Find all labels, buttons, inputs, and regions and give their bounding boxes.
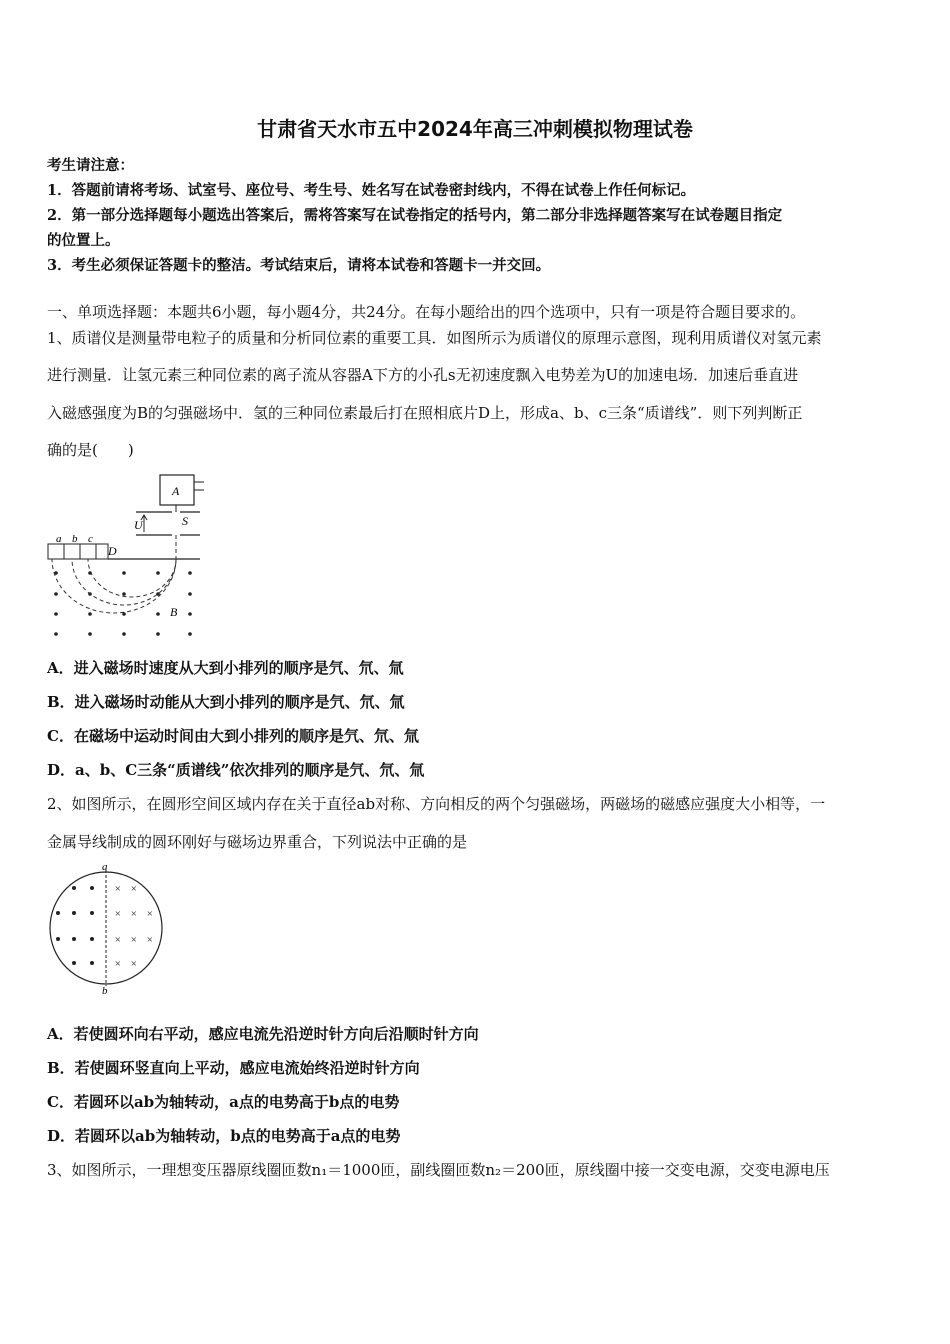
voltage-label: U <box>134 518 143 532</box>
q2-stem-line: 金属导线制成的圆环刚好与磁场边界重合，下列说法中正确的是 <box>47 833 468 851</box>
q1-stem-line: 确的是( ) <box>47 441 134 459</box>
svg-text:×: × <box>130 934 138 946</box>
svg-text:×: × <box>130 958 138 970</box>
line-label-b: b <box>72 533 78 545</box>
plate-label-d: D <box>108 544 117 558</box>
point-a-label: a <box>102 861 108 873</box>
ion-path-b <box>72 559 176 605</box>
q1-option-d: D．a、b、C三条“质谱线”依次排列的顺序是氕、氘、氚 <box>47 761 425 779</box>
q1-option-a: A．进入磁场时速度从大到小排列的顺序是氕、氘、氚 <box>47 659 404 677</box>
notice-heading: 考生请注意： <box>47 157 134 174</box>
circular-field-figure <box>44 860 172 996</box>
slit-label: S <box>182 514 188 528</box>
ion-path-c <box>88 559 176 597</box>
q3-stem-line: 3、如图所示，一理想变压器原线圈匝数n₁＝1000匝，副线圈匝数n₂＝200匝，原线圈中接一交变电源，交变电源电压 <box>47 1161 830 1179</box>
notice-item: 3．考生必须保证答题卡的整洁。考试结束后，请将本试卷和答题卡一并交回。 <box>47 257 551 274</box>
svg-text:×: × <box>114 883 122 895</box>
notice-item: 1．答题前请将考场、试室号、座位号、考生号、姓名写在试卷密封线内，不得在试卷上作任何标记。 <box>47 182 696 199</box>
svg-text:×: × <box>130 883 138 895</box>
q2-option-a: A．若使圆环向右平动，感应电流先沿逆时针方向后沿顺时针方向 <box>47 1025 479 1043</box>
svg-text:×: × <box>130 908 138 920</box>
field-in-crosses <box>114 883 153 970</box>
svg-text:×: × <box>114 958 122 970</box>
q1-stem-line: 入磁感强度为B的匀强磁场中．氢的三种同位素最后打在照相底片D上，形成a、b、c三条“质谱线”．则下列判断正 <box>47 404 803 422</box>
photographic-plate <box>48 544 108 559</box>
svg-text:×: × <box>146 934 154 946</box>
magnetic-field-dots <box>54 571 192 636</box>
q1-stem-line: 进行测量．让氢元素三种同位素的离子流从容器A下方的小孔s无初速度飘入电势差为U的加速电场．加速后垂直进 <box>47 366 799 384</box>
container-a-label: A <box>172 484 180 498</box>
q2-option-d: D．若圆环以ab为轴转动，b点的电势高于a点的电势 <box>47 1127 401 1145</box>
svg-text:×: × <box>114 908 122 920</box>
point-b-label: b <box>102 985 108 996</box>
q2-stem-line: 2、如图所示，在圆形空间区域内存在关于直径ab对称、方向相反的两个匀强磁场，两磁场的磁感应强度大小相等，一 <box>47 795 826 813</box>
q1-stem-line: 1、质谱仪是测量带电粒子的质量和分析同位素的重要工具．如图所示为质谱仪的原理示意图，现利用质谱仪对氢元素 <box>47 329 822 347</box>
inlet-pipe <box>194 482 204 490</box>
field-out-dots <box>56 886 94 965</box>
line-label-a: a <box>56 533 62 545</box>
notice-item: 的位置上。 <box>47 232 120 249</box>
page-title: 甘肃省天水市五中2024年高三冲刺模拟物理试卷 <box>257 117 693 141</box>
line-label-c: c <box>88 533 93 545</box>
svg-text:×: × <box>146 908 154 920</box>
field-label-b: B <box>170 605 178 619</box>
q2-option-b: B．若使圆环竖直向上平动，感应电流始终沿逆时针方向 <box>47 1059 420 1077</box>
notice-item: 2．第一部分选择题每小题选出答案后，需将答案写在试卷指定的括号内，第二部分非选择题答案写在试卷题目指定 <box>47 207 783 224</box>
q1-option-b: B．进入磁场时动能从大到小排列的顺序是氕、氘、氚 <box>47 693 405 711</box>
q1-option-c: C．在磁场中运动时间由大到小排列的顺序是氕、氘、氚 <box>47 727 419 745</box>
q2-option-c: C．若圆环以ab为轴转动，a点的电势高于b点的电势 <box>47 1093 400 1111</box>
mass-spectrometer-figure <box>44 470 204 642</box>
section-heading: 一、单项选择题：本题共6小题，每小题4分，共24分。在每小题给出的四个选项中，只有一项是符合题目要求的。 <box>47 303 806 321</box>
svg-text:×: × <box>114 934 122 946</box>
